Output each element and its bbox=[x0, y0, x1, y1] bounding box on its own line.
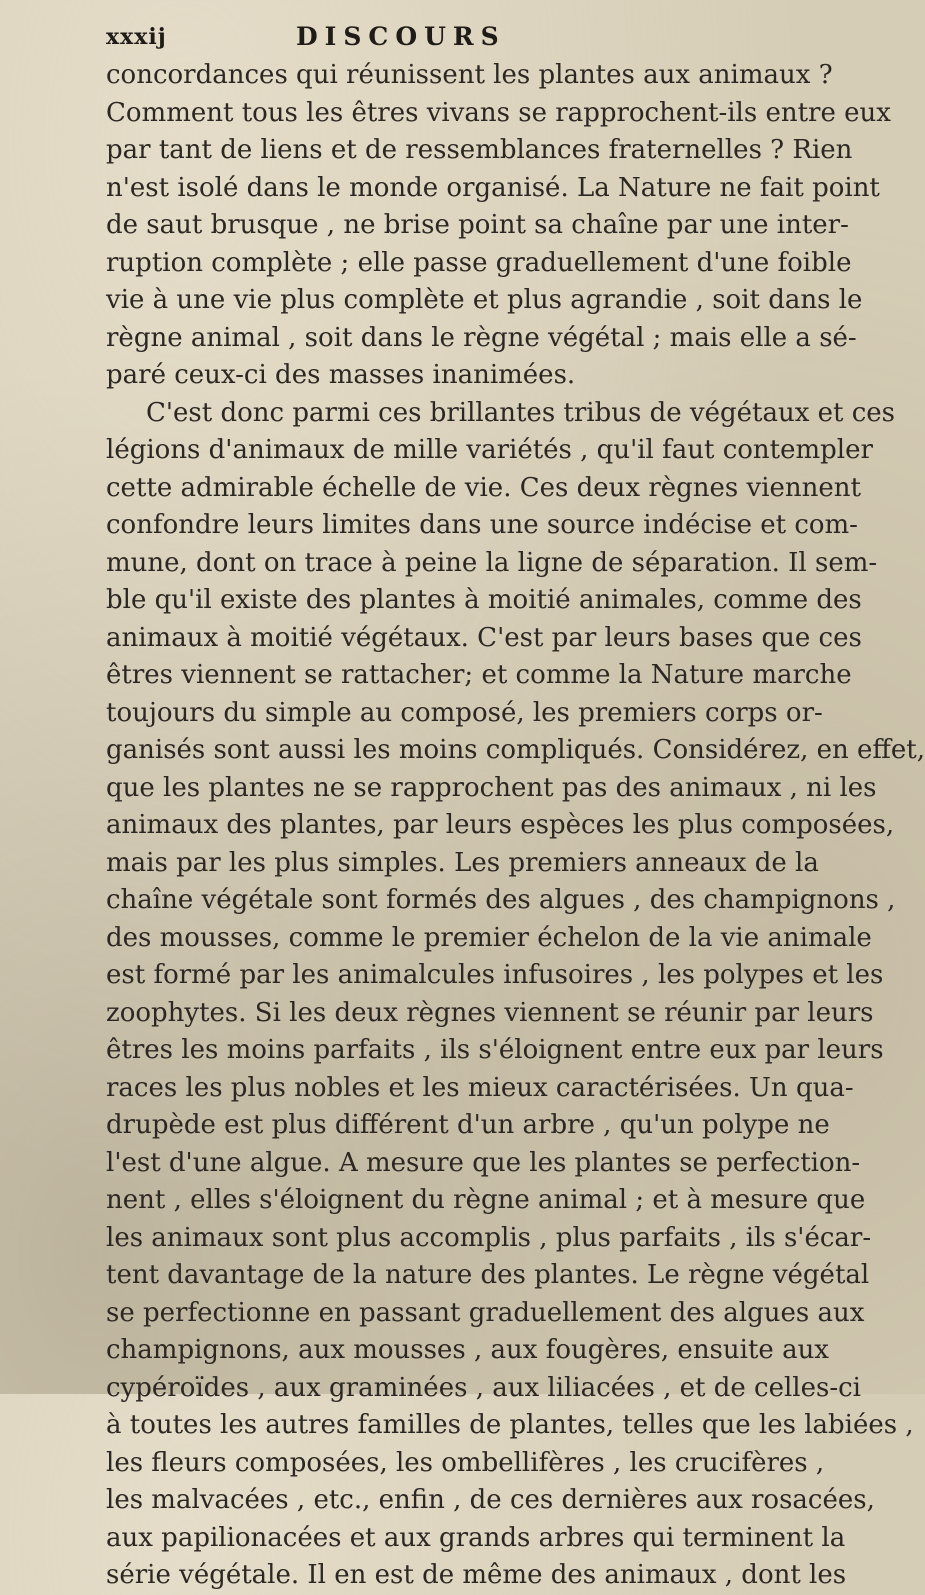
text-line: C'est donc parmi ces brillantes tribus de végétaux et ces bbox=[146, 397, 896, 428]
text-line: êtres viennent se rattacher; et comme la Nature marche bbox=[106, 660, 852, 690]
text-line: à toutes les autres familles de plantes, telles que les labiées , bbox=[106, 1410, 914, 1440]
text-line: confondre leurs limites dans une source indécise et com- bbox=[106, 510, 858, 540]
text-line: les animaux sont plus accomplis , plus parfaits , ils s'écar- bbox=[106, 1222, 872, 1253]
text-line: tent davantage de la nature des plantes. Le règne végétal bbox=[106, 1260, 870, 1290]
text-line: paré ceux-ci des masses inanimées. bbox=[106, 360, 576, 390]
page-number: xxxij bbox=[106, 24, 167, 50]
text-line: cypéroïdes , aux graminées , aux liliacées , et de celles-ci bbox=[106, 1372, 861, 1403]
text-line: ruption complète ; elle passe graduellement d'une foible bbox=[106, 247, 852, 278]
text-line: les malvacées , etc., enfin , de ces dernières aux rosacées, bbox=[106, 1485, 875, 1515]
text-line: n'est isolé dans le monde organisé. La Nature ne fait point bbox=[106, 172, 880, 203]
text-line: champignons, aux mousses , aux fougères, ensuite aux bbox=[106, 1335, 829, 1365]
text-line: zoophytes. Si les deux règnes viennent se réunir par leurs bbox=[106, 997, 874, 1028]
text-line: mune, dont on trace à peine la ligne de séparation. Il sem- bbox=[106, 547, 878, 578]
text-line: mais par les plus simples. Les premiers anneaux de la bbox=[106, 847, 819, 878]
text-line: animaux des plantes, par leurs espèces les plus composées, bbox=[106, 810, 895, 840]
text-line: que les plantes ne se rapprochent pas des animaux , ni les bbox=[106, 772, 877, 803]
text-line: aux papilionacées et aux grands arbres qui terminent la bbox=[106, 1522, 846, 1553]
text-line: ble qu'il existe des plantes à moitié animales, comme des bbox=[106, 585, 862, 615]
text-line: des mousses, comme le premier échelon de la vie animale bbox=[106, 922, 872, 953]
text-line: l'est d'une algue. A mesure que les plantes se perfection- bbox=[106, 1147, 861, 1178]
text-line: cette admirable échelle de vie. Ces deux règnes viennent bbox=[106, 472, 861, 503]
text-line: de saut brusque , ne brise point sa chaîne par une inter- bbox=[106, 210, 849, 240]
text-line: concordances qui réunissent les plantes aux animaux ? bbox=[106, 60, 833, 90]
body-text bbox=[106, 57, 925, 1595]
text-line: êtres les moins parfaits , ils s'éloignent entre eux par leurs bbox=[106, 1035, 884, 1065]
text-line: règne animal , soit dans le règne végétal ; mais elle a sé- bbox=[106, 322, 857, 353]
running-head bbox=[106, 14, 772, 54]
text-line: nent , elles s'éloignent du règne animal ; et à mesure que bbox=[106, 1185, 866, 1215]
text-line: par tant de liens et de ressemblances fraternelles ? Rien bbox=[106, 135, 853, 165]
text-line: légions d'animaux de mille variétés , qu'il faut contempler bbox=[106, 435, 873, 465]
text-line: Comment tous les êtres vivans se rapprochent-ils entre eux bbox=[106, 97, 891, 128]
text-line: animaux à moitié végétaux. C'est par leurs bases que ces bbox=[106, 622, 862, 653]
running-title: DISCOURS bbox=[296, 22, 506, 51]
text-line: toujours du simple au composé, les premiers corps or- bbox=[106, 697, 823, 728]
text-line: les fleurs composées, les ombellifères , les crucifères , bbox=[106, 1447, 825, 1478]
text-line: drupède est plus différent d'un arbre , qu'un polype ne bbox=[106, 1110, 830, 1140]
text-line: est formé par les animalcules infusoires , les polypes et les bbox=[106, 960, 884, 990]
text-line: chaîne végétale sont formés des algues , des champignons , bbox=[106, 885, 896, 915]
text-line: ganisés sont aussi les moins compliqués. Considérez, en effet, bbox=[106, 735, 925, 765]
text-line: vie à une vie plus complète et plus agrandie , soit dans le bbox=[106, 285, 863, 315]
text-line: races les plus nobles et les mieux caractérisées. Un qua- bbox=[106, 1072, 854, 1103]
text-line: se perfectionne en passant graduellement des algues aux bbox=[106, 1297, 865, 1328]
text-line: série végétale. Il en est de même des animaux , dont les bbox=[106, 1560, 847, 1590]
